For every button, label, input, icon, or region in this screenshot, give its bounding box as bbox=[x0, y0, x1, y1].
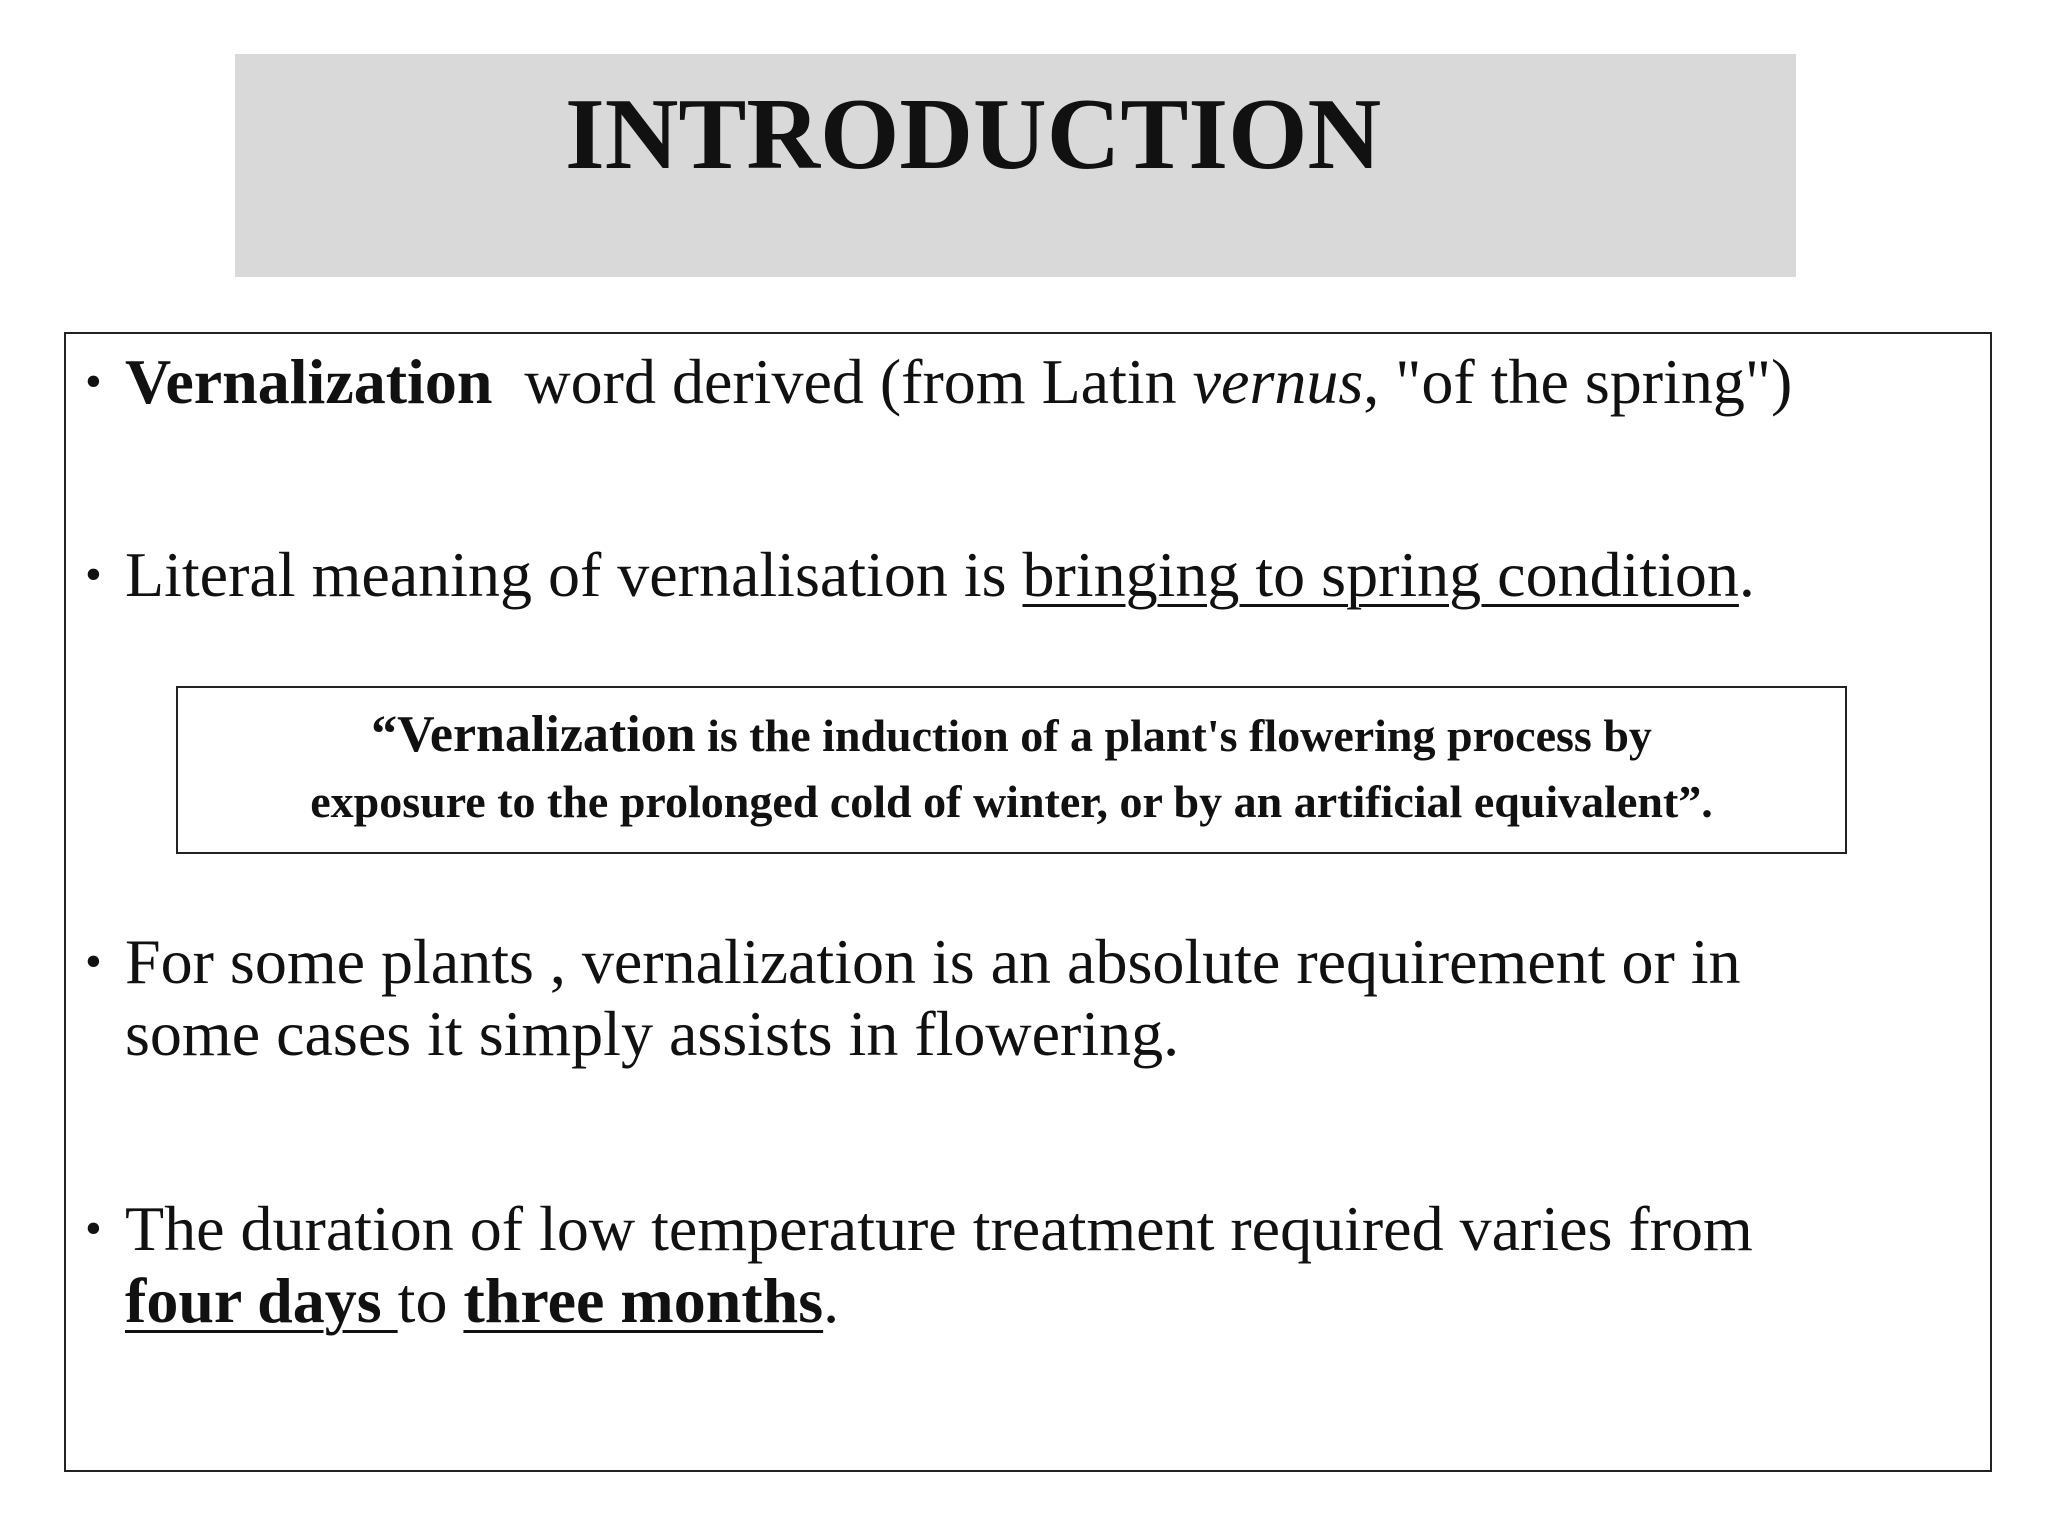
bullet-text bbox=[125, 1193, 1753, 1337]
definition-line-2: exposure to the prolonged cold of winter, or by an artificial equivalent”. bbox=[310, 776, 1713, 827]
bullet-vernalization-origin bbox=[85, 346, 1792, 418]
bullet-line-2: some cases it simply assists in flowering. bbox=[125, 998, 1180, 1069]
bullet-literal-meaning bbox=[85, 539, 1755, 611]
bullet-duration bbox=[85, 1193, 1753, 1337]
bullet-line-1: For some plants , vernalization is an absolute requirement or in bbox=[125, 926, 1741, 997]
bullet-text bbox=[125, 926, 1741, 1070]
term-vernalization: Vernalization bbox=[125, 346, 493, 417]
definition-term: “Vernalization bbox=[371, 706, 696, 763]
text-segment: to bbox=[397, 1265, 464, 1336]
bullet-absolute-requirement bbox=[85, 926, 1741, 1070]
latin-word: vernus bbox=[1192, 346, 1364, 417]
bullet-line-1: The duration of low temperature treatment required varies from bbox=[125, 1193, 1753, 1264]
bullet-dot: • bbox=[85, 548, 102, 601]
duration-min: four days bbox=[125, 1265, 398, 1336]
bullet-dot: • bbox=[85, 355, 102, 408]
underlined-phrase: bringing to spring condition bbox=[1022, 539, 1739, 610]
slide-title: INTRODUCTION bbox=[565, 78, 1382, 191]
bullet-text bbox=[125, 346, 1792, 418]
text-segment: . bbox=[823, 1265, 840, 1336]
duration-max: three months bbox=[463, 1265, 824, 1336]
text-segment: , "of the spring") bbox=[1363, 346, 1793, 417]
text-segment: . bbox=[1738, 539, 1755, 610]
bullet-dot: • bbox=[85, 935, 102, 988]
bullet-dot: • bbox=[85, 1202, 102, 1255]
definition-text: is the induction of a plant's flowering process by bbox=[695, 710, 1652, 761]
bullet-line-2 bbox=[125, 1265, 1753, 1337]
text-segment: Literal meaning of vernalisation is bbox=[125, 539, 1023, 610]
definition-line-1 bbox=[178, 702, 1845, 769]
definition-box bbox=[176, 686, 1847, 854]
text-segment: word derived (from Latin bbox=[492, 346, 1193, 417]
bullet-text bbox=[125, 539, 1755, 611]
